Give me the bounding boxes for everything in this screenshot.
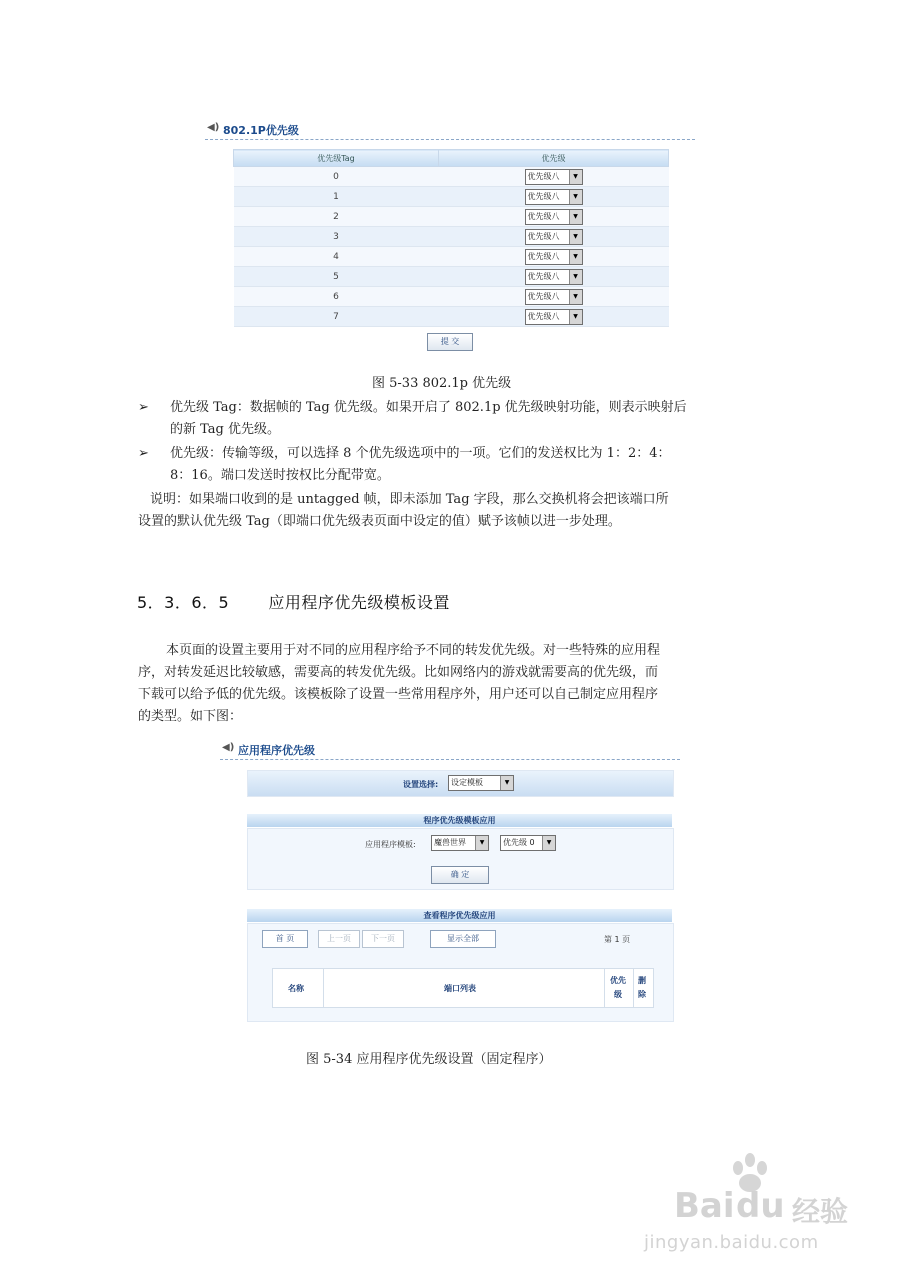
tag-cell xyxy=(234,287,439,307)
chevron-down-icon: ▼ xyxy=(569,230,582,244)
tag-cell xyxy=(234,227,439,247)
column-name-cell xyxy=(273,969,324,1007)
priority-cell xyxy=(439,187,669,207)
intro-line-2: 序，对转发延迟比较敏感，需要高的转发优先级。比如网络内的游戏就需要高的优先级，而 xyxy=(138,665,659,680)
tag-cell xyxy=(234,187,439,207)
column-priority-cell xyxy=(605,969,634,1007)
priority-select[interactable] xyxy=(525,309,583,325)
tag-value: 6 xyxy=(333,291,339,302)
first-page-button[interactable]: 首 页 xyxy=(262,930,308,948)
tag-value: 1 xyxy=(333,191,339,202)
priority-select-value: 优先级八 xyxy=(527,171,560,181)
submit-button[interactable]: 提 交 xyxy=(427,333,473,351)
priority-cell xyxy=(439,307,669,327)
settings-label: 设置选择: xyxy=(403,780,439,789)
column-header-tag: 优先级Tag xyxy=(234,150,439,167)
figure-caption-5-34: 图 5-34 应用程序优先级设置（固定程序） xyxy=(306,1052,552,1067)
priority-select-value: 优先级八 xyxy=(527,271,560,281)
view-apply-bar: 查看程序优先级应用 xyxy=(247,909,672,922)
bullet-arrow-icon: ➢ xyxy=(138,446,149,461)
column-header-delete-2: 除 xyxy=(638,990,646,999)
table-row xyxy=(234,187,669,207)
tag-cell xyxy=(234,207,439,227)
tag-cell xyxy=(234,307,439,327)
confirm-button[interactable]: 确 定 xyxy=(431,866,489,884)
section-number: 5．3．6．5 xyxy=(137,593,230,612)
priority-select[interactable] xyxy=(500,835,556,851)
intro-line-1: 本页面的设置主要用于对不同的应用程序给予不同的转发优先级。对一些特殊的应用程 xyxy=(166,643,661,658)
table-row xyxy=(234,247,669,267)
priority-select-value: 优先级八 xyxy=(527,311,560,321)
priority-table xyxy=(233,149,669,327)
priority-select[interactable] xyxy=(525,249,583,265)
chevron-down-icon: ▼ xyxy=(542,836,555,850)
priority-select[interactable] xyxy=(525,269,583,285)
priority-cell xyxy=(439,167,669,187)
figure-caption-5-33: 图 5-33 802.1p 优先级 xyxy=(372,376,512,391)
priority-select-value: 优先级八 xyxy=(527,251,560,261)
settings-selection-bar xyxy=(247,770,674,797)
bullet-priority xyxy=(138,443,778,487)
tag-value: 4 xyxy=(333,251,339,262)
bullet-line: 优先级 Tag：数据帧的 Tag 优先级。如果开启了 802.1p 优先级映射功能，则表示映射后 xyxy=(170,400,687,415)
page-info: 第 1 页 xyxy=(604,935,631,944)
priority-select[interactable] xyxy=(525,169,583,185)
panel-title: 802.1P优先级 xyxy=(223,124,299,137)
table-row xyxy=(234,307,669,327)
tag-cell xyxy=(234,267,439,287)
view-apply-box xyxy=(247,923,674,1022)
panel-title: 应用程序优先级 xyxy=(238,744,315,757)
baidu-watermark xyxy=(640,1150,870,1260)
priority-select[interactable] xyxy=(525,289,583,305)
priority-select-value: 优先级八 xyxy=(527,291,560,301)
chevron-down-icon: ▼ xyxy=(500,776,513,790)
section-title: 应用程序优先级模板设置 xyxy=(268,593,450,612)
priority-select[interactable] xyxy=(525,229,583,245)
priority-cell xyxy=(439,287,669,307)
priority-cell xyxy=(439,267,669,287)
table-row xyxy=(234,167,669,187)
watermark-brand-right: du xyxy=(736,1186,785,1226)
column-ports-cell xyxy=(324,969,605,1007)
watermark-brand-left: Bai xyxy=(674,1186,735,1226)
column-delete-cell xyxy=(634,969,653,1007)
priority-select-value: 优先级 0 xyxy=(503,838,535,847)
chevron-down-icon: ▼ xyxy=(475,836,488,850)
tag-value: 2 xyxy=(333,211,339,222)
priority-cell xyxy=(439,247,669,267)
prev-page-button[interactable]: 上一页 xyxy=(318,930,360,948)
bullet-line: 优先级：传输等级，可以选择 8 个优先级选项中的一项。它们的发送权比为 1：2：4： xyxy=(170,446,671,461)
bullet-line: 的新 Tag 优先级。 xyxy=(170,422,280,437)
column-header-priority: 优先级 xyxy=(439,150,669,167)
settings-select[interactable] xyxy=(448,775,514,791)
speaker-icon: ◀) xyxy=(207,122,220,133)
panel-title-bar xyxy=(220,737,680,760)
table-row xyxy=(234,207,669,227)
tag-value: 5 xyxy=(333,271,339,282)
watermark-url: jingyan.baidu.com xyxy=(644,1232,819,1253)
chevron-down-icon: ▼ xyxy=(569,210,582,224)
intro-line-3: 下载可以给予低的优先级。该模板除了设置一些常用程序外，用户还可以自己制定应用程序 xyxy=(138,687,659,702)
priority-cell xyxy=(439,227,669,247)
chevron-down-icon: ▼ xyxy=(569,290,582,304)
chevron-down-icon: ▼ xyxy=(569,310,582,324)
note-line-1: 说明：如果端口收到的是 untagged 帧，即未添加 Tag 字段，那么交换机将会把该端口所 xyxy=(150,492,669,507)
chevron-down-icon: ▼ xyxy=(569,270,582,284)
priority-select-value: 优先级八 xyxy=(527,231,560,241)
speaker-icon: ◀) xyxy=(222,742,235,753)
bullet-line: 8：16。端口发送时按权比分配带宽。 xyxy=(170,468,390,483)
priority-select-value: 优先级八 xyxy=(527,191,560,201)
intro-line-4: 的类型。如下图： xyxy=(138,709,243,724)
tag-value: 0 xyxy=(333,171,339,182)
priority-select[interactable] xyxy=(525,189,583,205)
column-header-priority-2: 级 xyxy=(614,990,622,999)
template-label: 应用程序模板: xyxy=(365,840,416,849)
column-header-ports: 端口列表 xyxy=(444,984,476,993)
tag-cell xyxy=(234,247,439,267)
table-row xyxy=(234,267,669,287)
chevron-down-icon: ▼ xyxy=(569,190,582,204)
bullet-priority-tag xyxy=(138,397,778,441)
template-apply-box xyxy=(247,828,674,890)
template-select-value: 魔兽世界 xyxy=(434,838,466,847)
show-all-button[interactable]: 显示全部 xyxy=(430,930,496,948)
next-page-button[interactable]: 下一页 xyxy=(362,930,404,948)
panel-title-bar xyxy=(205,117,695,140)
chevron-down-icon: ▼ xyxy=(569,170,582,184)
priority-select[interactable] xyxy=(525,209,583,225)
table-row xyxy=(234,287,669,307)
settings-select-value: 设定模板 xyxy=(451,778,483,787)
watermark-brand-cn: 经验 xyxy=(792,1195,849,1228)
column-header-delete-1: 删 xyxy=(638,976,646,985)
template-select[interactable] xyxy=(431,835,489,851)
figure-802-1p-priority xyxy=(205,117,695,357)
template-apply-bar: 程序优先级模板应用 xyxy=(247,814,672,827)
priority-select-value: 优先级八 xyxy=(527,211,560,221)
tag-value: 7 xyxy=(333,311,339,322)
tag-value: 3 xyxy=(333,231,339,242)
tag-cell xyxy=(234,167,439,187)
chevron-down-icon: ▼ xyxy=(569,250,582,264)
column-header-priority-1: 优先 xyxy=(610,976,626,985)
table-row xyxy=(234,227,669,247)
figure-app-priority xyxy=(220,737,680,1032)
column-header-name: 名称 xyxy=(288,984,304,993)
priority-cell xyxy=(439,207,669,227)
note-line-2: 设置的默认优先级 Tag（即端口优先级表页面中设定的值）赋予该帧以进一步处理。 xyxy=(138,514,621,529)
app-table-header xyxy=(272,968,654,1008)
section-heading xyxy=(137,590,450,613)
bullet-arrow-icon: ➢ xyxy=(138,400,149,415)
